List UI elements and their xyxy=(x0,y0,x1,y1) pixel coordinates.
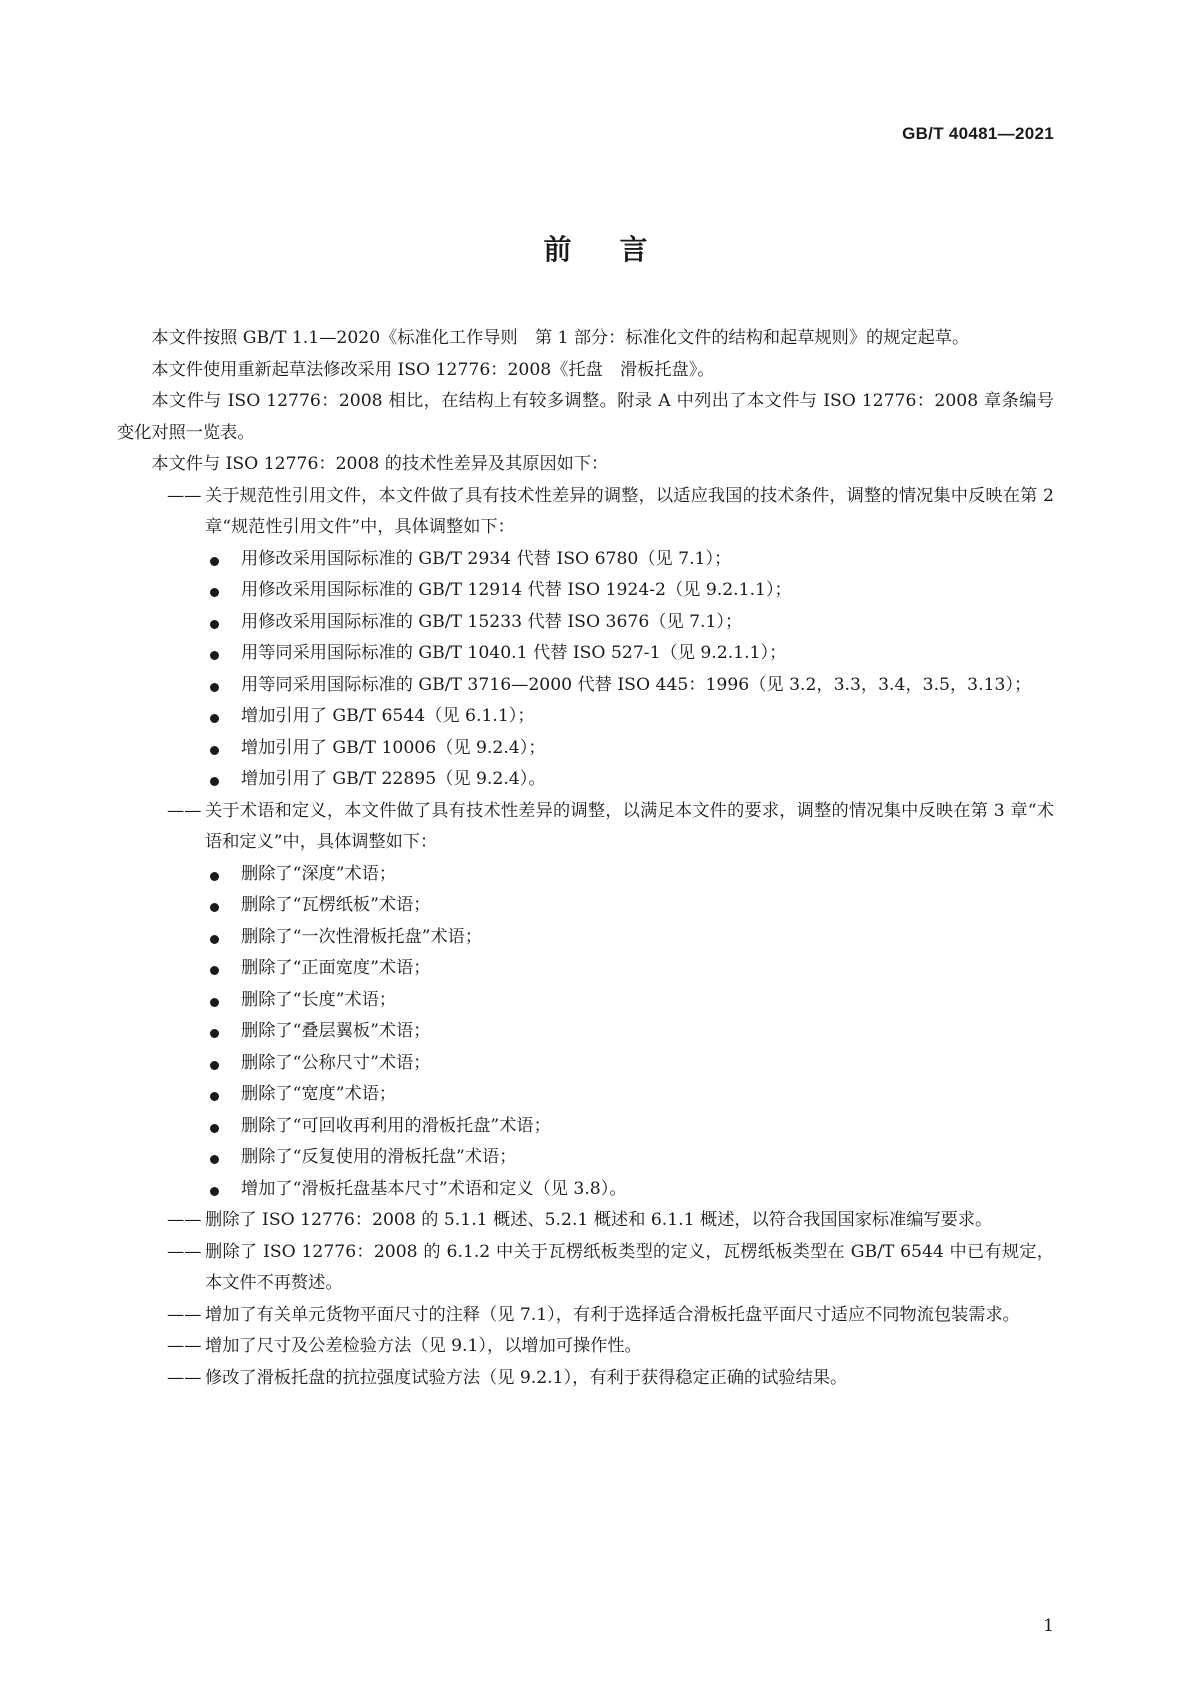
dash-mark: —— xyxy=(167,485,202,506)
dash-item xyxy=(117,1363,1054,1395)
bullet-icon xyxy=(210,1187,219,1196)
dash-item xyxy=(117,481,1054,544)
list-item xyxy=(117,670,1054,702)
bullet-icon xyxy=(210,683,219,692)
bullet-icon xyxy=(210,620,219,629)
bullet-list xyxy=(117,859,1054,1206)
paragraph: 本文件与 ISO 12776：2008 相比，在结构上有较多调整。附录 A 中列出了本文件与 ISO 12776：2008 章条编号变化对照一览表。 xyxy=(117,391,1054,443)
bullet-icon xyxy=(210,903,219,912)
list-item xyxy=(117,638,1054,670)
list-item xyxy=(117,701,1054,733)
dash-item xyxy=(117,1300,1054,1332)
list-item-text: 用等同采用国际标准的 GB/T 3716—2000 代替 ISO 445：1996（见 3.2，3.3，3.4，3.5，3.13）； xyxy=(241,674,1032,695)
list-item-text: 用修改采用国际标准的 GB/T 2934 代替 ISO 6780（见 7.1）； xyxy=(241,548,732,569)
list-item xyxy=(117,922,1054,954)
list-item-text: 删除了“叠层翼板”术语； xyxy=(241,1021,431,1041)
dash-mark: —— xyxy=(167,1367,202,1388)
list-item xyxy=(117,985,1054,1017)
list-item xyxy=(117,733,1054,765)
dash-item-text: 修改了滑板托盘的抗拉强度试验方法（见 9.2.1），有利于获得稳定正确的试验结果。 xyxy=(205,1367,848,1388)
document-code: GB/T 40481—2021 xyxy=(902,124,1054,143)
list-item-text: 用修改采用国际标准的 GB/T 12914 代替 ISO 1924-2（见 9.2.1.1）； xyxy=(241,580,792,600)
bullet-list xyxy=(117,544,1054,796)
dash-mark: —— xyxy=(167,1210,202,1230)
list-item-text: 删除了“宽度”术语； xyxy=(241,1084,397,1104)
paragraph: 本文件使用重新起草法修改采用 ISO 12776：2008《托盘 滑板托盘》。 xyxy=(151,359,715,380)
dash-item-text: 增加了尺寸及公差检验方法（见 9.1），以增加可操作性。 xyxy=(205,1336,642,1356)
list-item-text: 删除了“瓦楞纸板”术语； xyxy=(241,895,431,915)
list-item xyxy=(117,607,1054,639)
dash-mark: —— xyxy=(167,1336,202,1356)
dash-item-text: 删除了 ISO 12776：2008 的 5.1.1 概述、5.2.1 概述和 6.1.1 概述，以符合我国国家标准编写要求。 xyxy=(205,1210,993,1230)
dash-item-text: 删除了 ISO 12776：2008 的 6.1.2 中关于瓦楞纸板类型的定义，瓦楞纸板类型在 GB/T 6544 中已有规定，本文件不再赘述。 xyxy=(205,1241,1054,1293)
dash-item xyxy=(117,1237,1054,1300)
dash-mark: —— xyxy=(167,1304,202,1325)
list-item-text: 增加引用了 GB/T 10006（见 9.2.4）； xyxy=(241,737,546,758)
dash-item-text: 关于术语和定义，本文件做了具有技术性差异的调整，以满足本文件的要求，调整的情况集中反映在第 3 章“术语和定义”中，具体调整如下： xyxy=(205,800,1054,852)
list-item xyxy=(117,890,1054,922)
list-item xyxy=(117,859,1054,891)
bullet-icon xyxy=(210,966,219,975)
paragraph: 本文件与 ISO 12776：2008 的技术性差异及其原因如下： xyxy=(151,454,609,474)
list-item-text: 用等同采用国际标准的 GB/T 1040.1 代替 ISO 527-1（见 9.2.1.1）； xyxy=(241,643,787,663)
list-item xyxy=(117,764,1054,796)
dash-item-text: 关于规范性引用文件，本文件做了具有技术性差异的调整，以适应我国的技术条件，调整的情况集中反映在第 2 章“规范性引用文件”中，具体调整如下： xyxy=(205,485,1054,537)
dash-item xyxy=(117,1331,1054,1363)
list-item xyxy=(117,575,1054,607)
list-item xyxy=(117,1016,1054,1048)
bullet-icon xyxy=(210,1029,219,1038)
list-item xyxy=(117,1048,1054,1080)
list-item-text: 删除了“长度”术语； xyxy=(241,989,397,1010)
list-item-text: 删除了“正面宽度”术语； xyxy=(241,958,431,978)
list-item-text: 删除了“深度”术语； xyxy=(241,863,397,884)
bullet-icon xyxy=(210,777,219,786)
list-item-text: 增加引用了 GB/T 6544（见 6.1.1）； xyxy=(241,706,535,726)
list-item xyxy=(117,1111,1054,1143)
list-item xyxy=(117,1079,1054,1111)
paragraph: 本文件按照 GB/T 1.1—2020《标准化工作导则 第 1 部分：标准化文件的结构和起草规则》的规定起草。 xyxy=(151,328,970,348)
list-item xyxy=(117,544,1054,576)
bullet-icon xyxy=(210,935,219,944)
dash-mark: —— xyxy=(167,800,202,821)
bullet-icon xyxy=(210,746,219,755)
bullet-icon xyxy=(210,1061,219,1070)
list-item xyxy=(117,1174,1054,1206)
dash-mark: —— xyxy=(167,1241,202,1262)
list-item xyxy=(117,953,1054,985)
bullet-icon xyxy=(210,1092,219,1101)
bullet-icon xyxy=(210,1124,219,1133)
list-item-text: 增加引用了 GB/T 22895（见 9.2.4）。 xyxy=(241,769,546,789)
page-title: 前言 xyxy=(543,233,696,266)
dash-item xyxy=(117,796,1054,859)
list-item-text: 删除了“反复使用的滑板托盘”术语； xyxy=(241,1147,517,1167)
bullet-icon xyxy=(210,872,219,881)
dash-item xyxy=(117,1205,1054,1237)
list-item-text: 删除了“公称尺寸”术语； xyxy=(241,1052,431,1073)
bullet-icon xyxy=(210,714,219,723)
page-number: 1 xyxy=(1043,1616,1054,1636)
document-body xyxy=(117,323,1054,1394)
list-item-text: 删除了“可回收再利用的滑板托盘”术语； xyxy=(241,1115,551,1136)
bullet-icon xyxy=(210,651,219,660)
bullet-icon xyxy=(210,557,219,566)
bullet-icon xyxy=(210,1155,219,1164)
bullet-icon xyxy=(210,588,219,597)
bullet-icon xyxy=(210,998,219,1007)
dash-item-text: 增加了有关单元货物平面尺寸的注释（见 7.1），有利于选择适合滑板托盘平面尺寸适应不同物流包装需求。 xyxy=(205,1304,1020,1325)
list-item-text: 删除了“一次性滑板托盘”术语； xyxy=(241,926,483,947)
list-item-text: 增加了“滑板托盘基本尺寸”术语和定义（见 3.8）。 xyxy=(241,1178,627,1199)
list-item xyxy=(117,1142,1054,1174)
list-item-text: 用修改采用国际标准的 GB/T 15233 代替 ISO 3676（见 7.1）； xyxy=(241,611,743,632)
